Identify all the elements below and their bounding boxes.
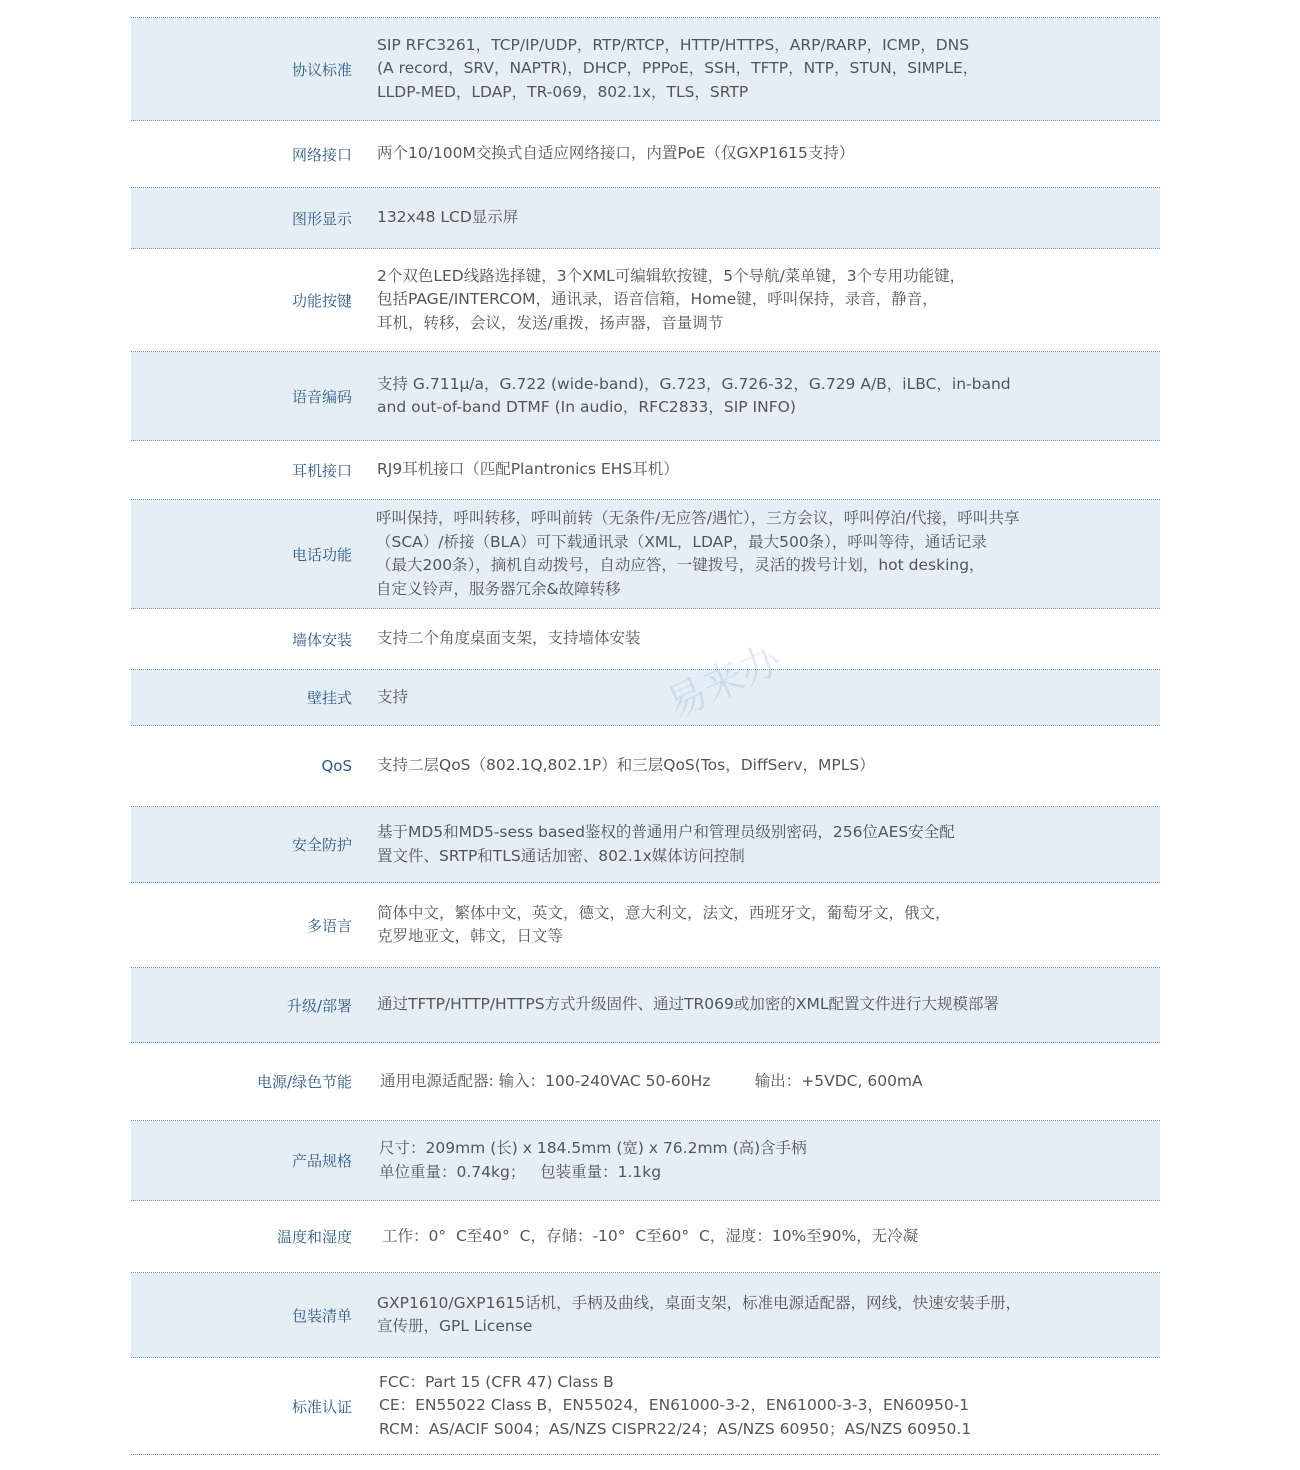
row-value: RJ9耳机接口（匹配Plantronics EHS耳机） <box>377 460 679 479</box>
row-label: 耳机接口 <box>291 461 352 480</box>
table-row <box>131 1358 1160 1455</box>
row-value: 支持二个角度桌面支架，支持墙体安装 <box>377 629 641 648</box>
table-row <box>131 968 1160 1043</box>
row-label: 网络接口 <box>291 145 352 164</box>
table-row <box>131 883 1160 968</box>
table-row <box>131 188 1160 249</box>
row-value: 132x48 LCD显示屏 <box>377 208 519 227</box>
table-row <box>131 670 1160 726</box>
row-value: 工作：0° C至40° C，存储：-10° C至60° C，湿度：10%至90%，无冷凝 <box>382 1226 919 1245</box>
table-row <box>131 726 1160 807</box>
table-row <box>131 18 1160 121</box>
table-row <box>131 1043 1160 1121</box>
table-row <box>131 1201 1160 1273</box>
row-value: 支持二层QoS（802.1Q,802.1P）和三层QoS(Tos，DiffServ，MPLS） <box>377 756 875 775</box>
row-value: 尺寸：209mm (长) x 184.5mm (宽) x 76.2mm (高)含手柄 单位重量：0.74kg； 包装重量：1.1kg <box>379 1139 807 1181</box>
row-value: GXP1610/GXP1615话机，手柄及曲线，桌面支架，标准电源适配器，网线，快速安装手册， 宣传册，GPL License <box>377 1293 1022 1335</box>
table-row <box>131 500 1160 609</box>
row-label: 升级/部署 <box>286 996 352 1015</box>
row-label: 安全防护 <box>291 836 352 854</box>
row-value: 通过TFTP/HTTP/HTTPS方式升级固件、通过TR069或加密的XML配置文件进行大规模部署 <box>377 995 999 1014</box>
row-value: 通用电源适配器: 输入：100-240VAC 50-60Hz 输出：+5VDC, 600mA <box>380 1071 923 1090</box>
table-row <box>131 1273 1160 1358</box>
row-label: QoS <box>321 757 352 775</box>
row-value: 简体中文，繁体中文，英文，德文，意大利文，法文，西班牙文，葡萄牙文，俄文， 克罗地亚文，韩文，日文等 <box>377 903 951 945</box>
row-label: 图形显示 <box>291 209 352 228</box>
row-label: 温度和湿度 <box>276 1228 352 1246</box>
row-label: 多语言 <box>306 916 352 935</box>
row-value: 基于MD5和MD5-sess based鉴权的普通用户和管理员级别密码，256位AES安全配 置文件、SRTP和TLS通话加密、802.1x媒体访问控制 <box>377 823 955 865</box>
row-value: 支持 G.711μ/a，G.722 (wide-band)，G.723，G.726-32，G.729 A/B，iLBC，in-band and out-of-band DTMF (In audio，RFC2833，SIP INFO) <box>377 374 1011 416</box>
table-row <box>131 1121 1160 1201</box>
row-value: SIP RFC3261，TCP/IP/UDP，RTP/RTCP，HTTP/HTTPS，ARP/RARP，ICMP，DNS (A record，SRV，NAPTR)，DHCP，PPPoE，SSH，TFTP，NTP，STUN，SIMPLE， LLDP-MED，LDAP，TR-069，802.1x，TLS，SRTP <box>377 35 979 101</box>
row-value: 两个10/100M交换式自适应网络接口，内置PoE（仅GXP1615支持） <box>377 144 855 163</box>
table-row <box>131 249 1160 352</box>
table-row <box>131 609 1160 670</box>
table-row <box>131 352 1160 441</box>
row-value: 2个双色LED线路选择键，3个XML可编辑软按键，5个导航/菜单键，3个专用功能键， 包括PAGE/INTERCOM，通讯录，语音信箱，Home键，呼叫保持，录音，静音， 耳机，转移，会议，发送/重拨，扬声器，音量调节 <box>377 266 966 332</box>
row-label: 标准认证 <box>291 1397 352 1416</box>
row-value: FCC：Part 15 (CFR 47) Class B CE：EN55022 Class B，EN55024，EN61000-3-2，EN61000-3-3，EN60950-1 RCM：AS/ACIF S004；AS/NZS CISPR22/24；AS/NZS 60950；AS/NZS 60950.1 <box>379 1372 972 1438</box>
row-label: 语音编码 <box>291 387 352 406</box>
row-value: 呼叫保持，呼叫转移，呼叫前转（无条件/无应答/遇忙），三方会议，呼叫停泊/代接，呼叫共享 （SCA）/桥接（BLA）可下载通讯录（XML，LDAP，最大500条），呼叫等待，通话记录 （最大200条），摘机自动拨号，自动应答，一键拨号，灵活的拨号计划，hot desking， 自定义铃声，服务器冗余&故障转移 <box>376 509 1020 598</box>
table-row <box>131 807 1160 883</box>
row-label: 协议标准 <box>291 60 352 79</box>
row-label: 壁挂式 <box>306 689 352 707</box>
row-label: 墙体安装 <box>291 630 352 649</box>
row-label: 包装清单 <box>291 1306 352 1325</box>
row-label: 电源/绿色节能 <box>256 1073 352 1091</box>
row-label: 产品规格 <box>291 1152 352 1170</box>
table-row <box>131 121 1160 188</box>
row-label: 功能按键 <box>291 291 352 310</box>
row-label: 电话功能 <box>291 545 352 564</box>
table-row <box>131 441 1160 500</box>
row-value: 支持 <box>377 687 409 706</box>
